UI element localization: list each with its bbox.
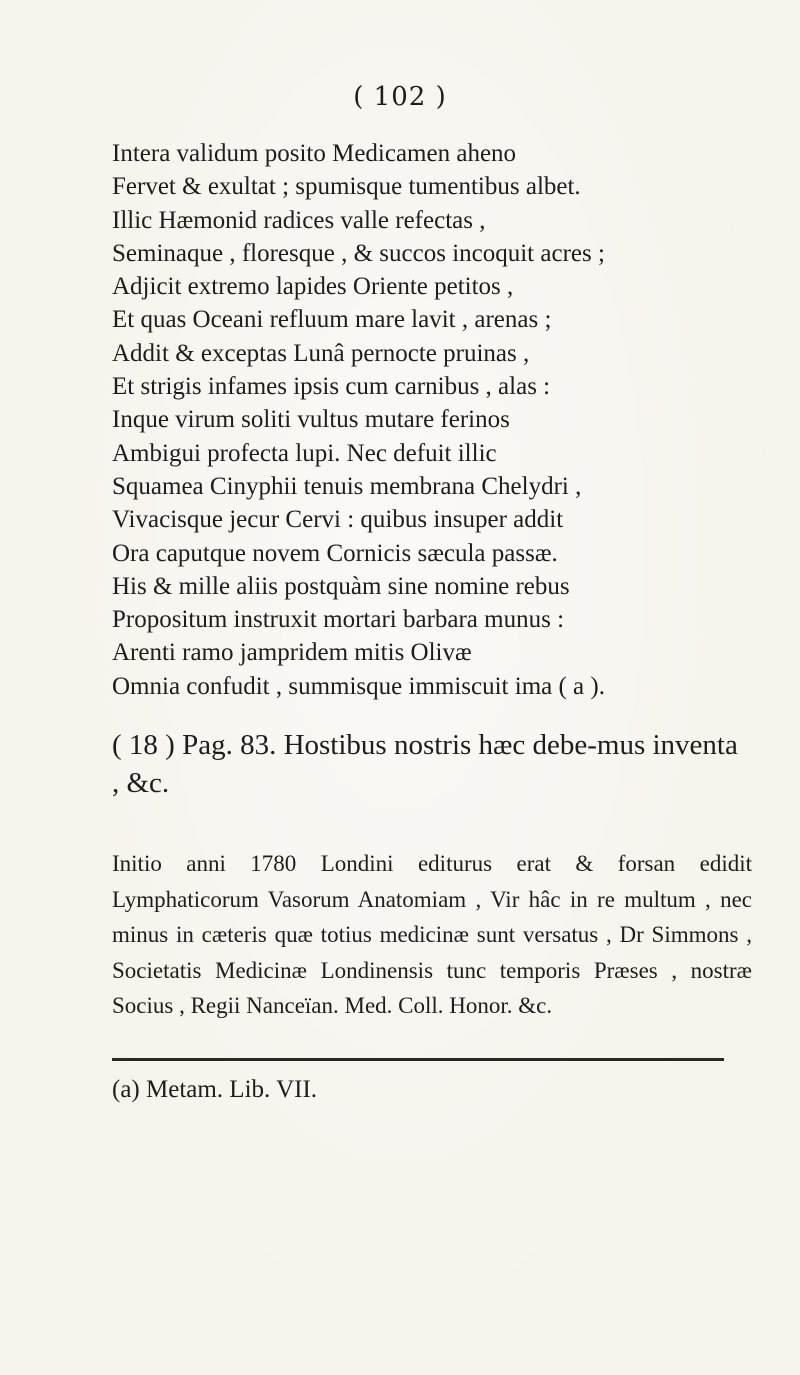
poem-line: Adjicit extremo lapides Oriente petitos , [112, 273, 514, 301]
poem-line: Et strigis infames ipsis cum carnibus , alas : [112, 373, 551, 401]
poem-line: Seminaque , floresque , & succos incoquit acres ; [112, 239, 605, 267]
poem-line: Ambigui profecta lupi. Nec defuit illic [112, 439, 497, 467]
poem-line: Arenti ramo jampridem mitis Olivæ [112, 639, 472, 667]
poem-line: Fervet & exultat ; spumisque tumentibus albet. [112, 173, 581, 201]
note-heading: ( 18 ) Pag. 83. Hostibus nostris hæc debe-mus inventa , &c. [112, 729, 738, 799]
poem [112, 137, 752, 703]
footnote-divider [112, 1058, 724, 1061]
poem-line: Intera validum posito Medicamen aheno [112, 140, 517, 167]
poem-line: Inque virum soliti vultus mutare ferinos [112, 406, 510, 434]
poem-line: Vivacisque jecur Cervi : quibus insuper addit [112, 506, 564, 534]
poem-line: Ora caputque novem Cornicis sæcula passæ. [112, 539, 558, 567]
poem-line: Propositum instruxit mortari barbara munus : [112, 606, 565, 634]
poem-line: Et quas Oceani refluum mare lavit , arenas ; [112, 306, 552, 334]
page-number: ( 102 ) [353, 82, 447, 112]
poem-line: His & mille aliis postquàm sine nomine rebus [112, 572, 570, 600]
poem-line: Illic Hæmonid radices valle refectas , [112, 206, 486, 234]
poem-line: Addit & exceptas Lunâ pernocte pruinas , [112, 339, 530, 367]
poem-line: Omnia confudit , summisque immiscuit ima ( a ). [112, 672, 605, 700]
poem-line: Squamea Cinyphii tenuis membrana Chelydri , [112, 472, 582, 500]
footnote: (a) Metam. Lib. VII. [112, 1076, 318, 1103]
note-body: Initio anni 1780 Londini editurus erat & forsan edidit Lymphaticorum Vasorum Anatomiam , Vir hâc in re multum , nec minus in cæteris quæ totius medicinæ sunt versatus , Dr Simmons , Societatis Medicinæ Londinensis tunc temporis Præses , nostræ Socius , Regii Nanceïan. Med. Coll. Honor. &c. [112, 851, 752, 1018]
